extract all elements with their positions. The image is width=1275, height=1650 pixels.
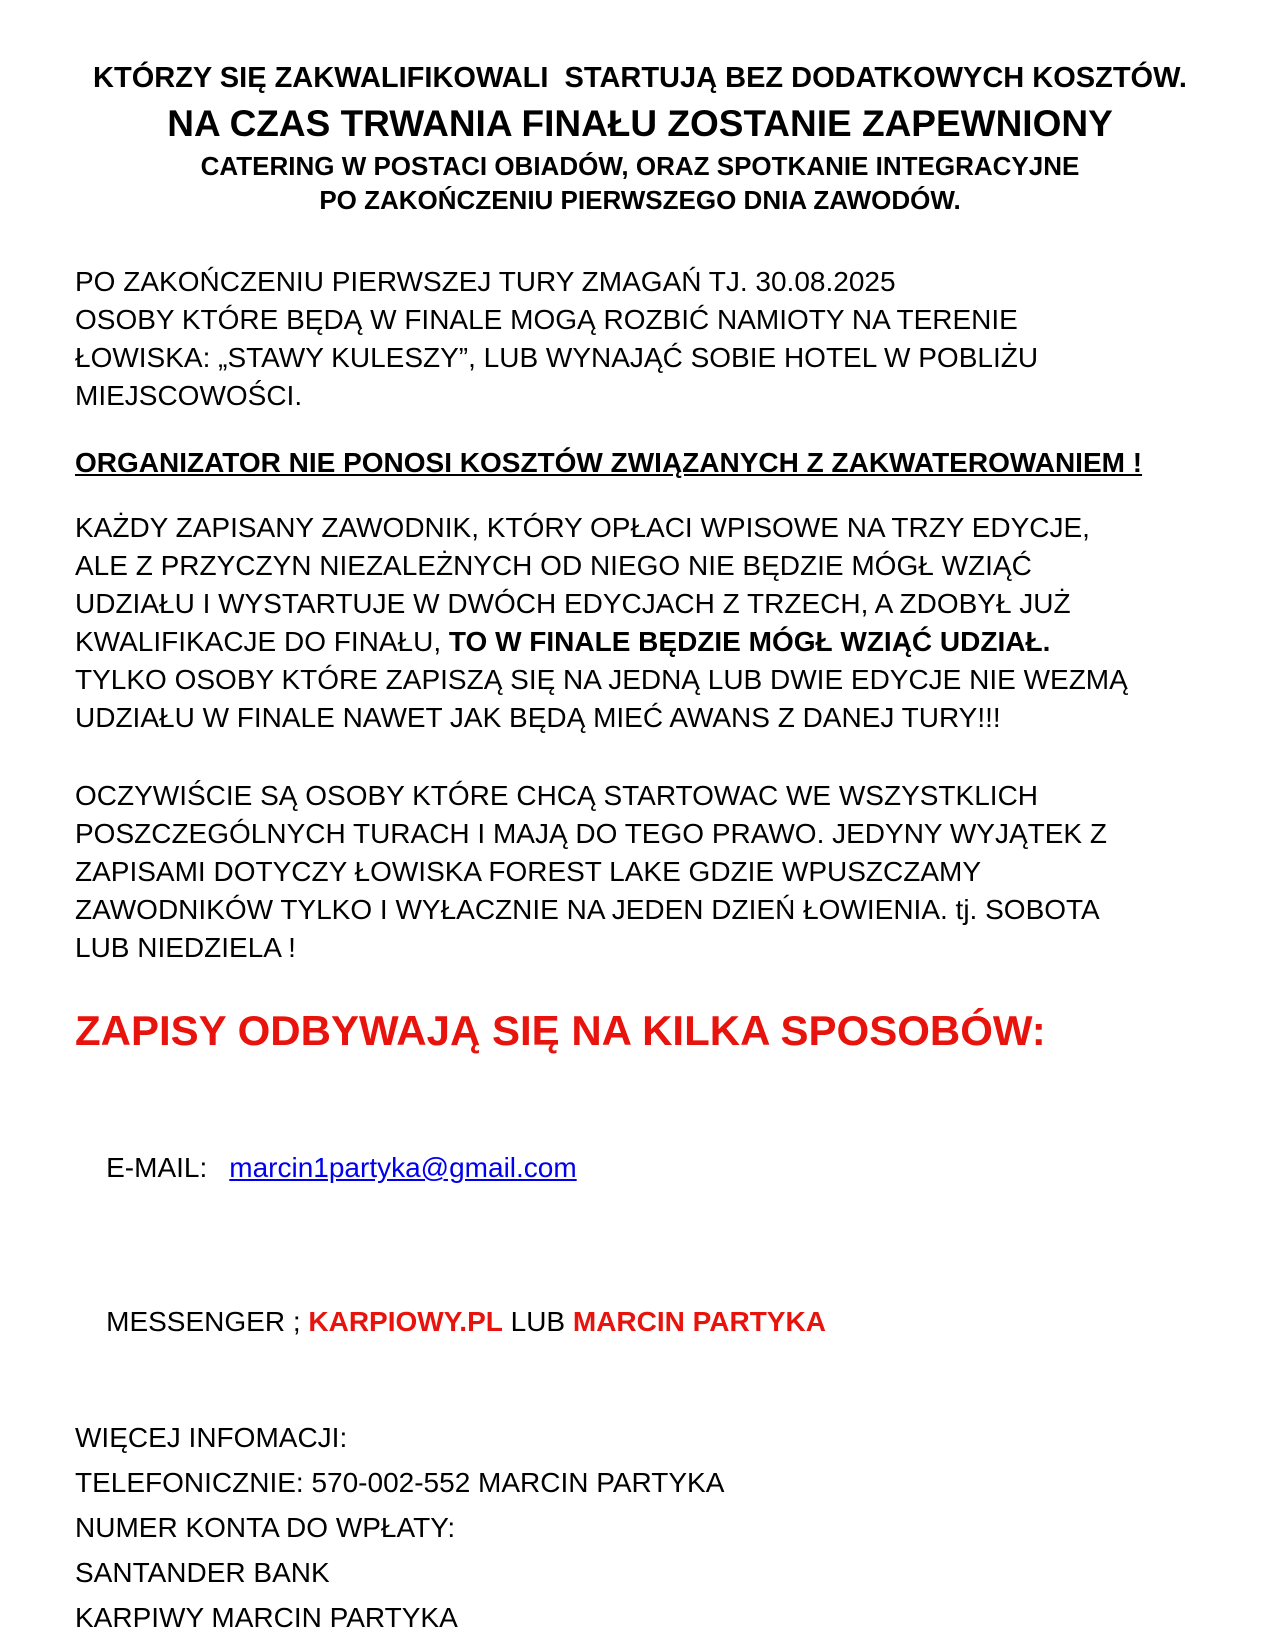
- more-info-label: WIĘCEJ INFOMACJI:: [75, 1422, 348, 1453]
- paragraph-exceptions-line: POSZCZEGÓLNYCH TURACH I MAJĄ DO TEGO PRAWO. JEDYNY WYJĄTEK Z: [75, 818, 1107, 849]
- phone-line: TELEFONICZNIE: 570-002-552 MARCIN PARTYKA: [75, 1467, 725, 1498]
- messenger-label: MESSENGER ;: [106, 1306, 309, 1337]
- email-link[interactable]: marcin1partyka@gmail.com: [229, 1152, 577, 1183]
- paragraph-exceptions-line: LUB NIEDZIELA !: [75, 932, 296, 963]
- messenger-channel-karpiowy: KARPIOWY.PL: [308, 1306, 503, 1337]
- messenger-channel-marcin-partyka: MARCIN PARTYKA: [572, 1306, 826, 1337]
- paragraph-camping-line: OSOBY KTÓRE BĘDĄ W FINALE MOGĄ ROZBIĆ NAMIOTY NA TERENIE: [75, 304, 1018, 335]
- paragraph-entry-rules-line: UDZIAŁU W FINALE NAWET JAK BĘDĄ MIEĆ AWANS Z DANEJ TURY!!!: [75, 702, 1001, 733]
- paragraph-exceptions: [75, 777, 1205, 967]
- paragraph-exceptions-line: ZAPISAMI DOTYCZY ŁOWISKA FOREST LAKE GDZIE WPUSZCZAMY: [75, 856, 981, 887]
- account-number-label: NUMER KONTA DO WPŁATY:: [75, 1512, 456, 1543]
- bank-name: SANTANDER BANK: [75, 1557, 330, 1588]
- header-line-4: PO ZAKOŃCZENIU PIERWSZEGO DNIA ZAWODÓW.: [319, 185, 961, 215]
- paragraph-entry-rules-line: [75, 623, 1205, 661]
- accommodation-notice: ORGANIZATOR NIE PONOSI KOSZTÓW ZWIĄZANYCH Z ZAKWATEROWANIEM !: [75, 447, 1143, 478]
- messenger-conjunction: LUB: [502, 1306, 573, 1337]
- paragraph-entry-rules-line: UDZIAŁU I WYSTARTUJE W DWÓCH EDYCJACH Z TRZECH, A ZDOBYŁ JUŻ: [75, 588, 1071, 619]
- email-label: E-MAIL:: [106, 1152, 208, 1183]
- header-line-3: CATERING W POSTACI OBIADÓW, ORAZ SPOTKANIE INTEGRACYJNE: [200, 151, 1080, 181]
- paragraph-entry-rules: [75, 509, 1205, 737]
- rules-line4-normal: KWALIFIKACJE DO FINAŁU,: [75, 626, 449, 657]
- header-line-2: NA CZAS TRWANIA FINAŁU ZOSTANIE ZAPEWNIONY: [167, 103, 1113, 144]
- signup-heading: ZAPISY ODBYWAJĄ SIĘ NA KILKA SPOSOBÓW:: [75, 1007, 1046, 1054]
- paragraph-camping-line: PO ZAKOŃCZENIU PIERWSZEJ TURY ZMAGAŃ TJ. 30.08.2025: [75, 266, 896, 297]
- paragraph-exceptions-line: ZAWODNIKÓW TYLKO I WYŁACZNIE NA JEDEN DZIEŃ ŁOWIENIA. tj. SOBOTA: [75, 894, 1100, 925]
- paragraph-camping-line: ŁOWISKA: „STAWY KULESZY”, LUB WYNAJĄĆ SOBIE HOTEL W POBLIŻU: [75, 342, 1039, 373]
- paragraph-camping: [75, 263, 1205, 415]
- paragraph-camping-line: MIEJSCOWOŚCI.: [75, 380, 303, 411]
- rules-line4-bold-emphasis: TO W FINALE BĘDZIE MÓGŁ WZIĄĆ UDZIAŁ.: [448, 626, 1051, 657]
- email-row: [75, 1111, 1205, 1225]
- paragraph-entry-rules-line: KAŻDY ZAPISANY ZAWODNIK, KTÓRY OPŁACI WPISOWE NA TRZY EDYCJE,: [75, 512, 1090, 543]
- header-line-1: KTÓRZY SIĘ ZAKWALIFIKOWALI STARTUJĄ BEZ DODATKOWYCH KOSZTÓW.: [93, 62, 1187, 94]
- paragraph-exceptions-line: OCZYWIŚCIE SĄ OSOBY KTÓRE CHCĄ STARTOWAC WE WSZYSTKLICH: [75, 780, 1039, 811]
- messenger-row: [75, 1265, 1205, 1379]
- account-holder: KARPIWY MARCIN PARTYKA: [75, 1602, 458, 1633]
- paragraph-entry-rules-line: ALE Z PRZYCZYN NIEZALEŻNYCH OD NIEGO NIE BĘDZIE MÓGŁ WZIĄĆ: [75, 550, 1032, 581]
- paragraph-entry-rules-line: TYLKO OSOBY KTÓRE ZAPISZĄ SIĘ NA JEDNĄ LUB DWIE EDYCJE NIE WEZMĄ: [75, 664, 1128, 695]
- contact-block: [75, 1415, 1205, 1640]
- header-block: [75, 58, 1205, 217]
